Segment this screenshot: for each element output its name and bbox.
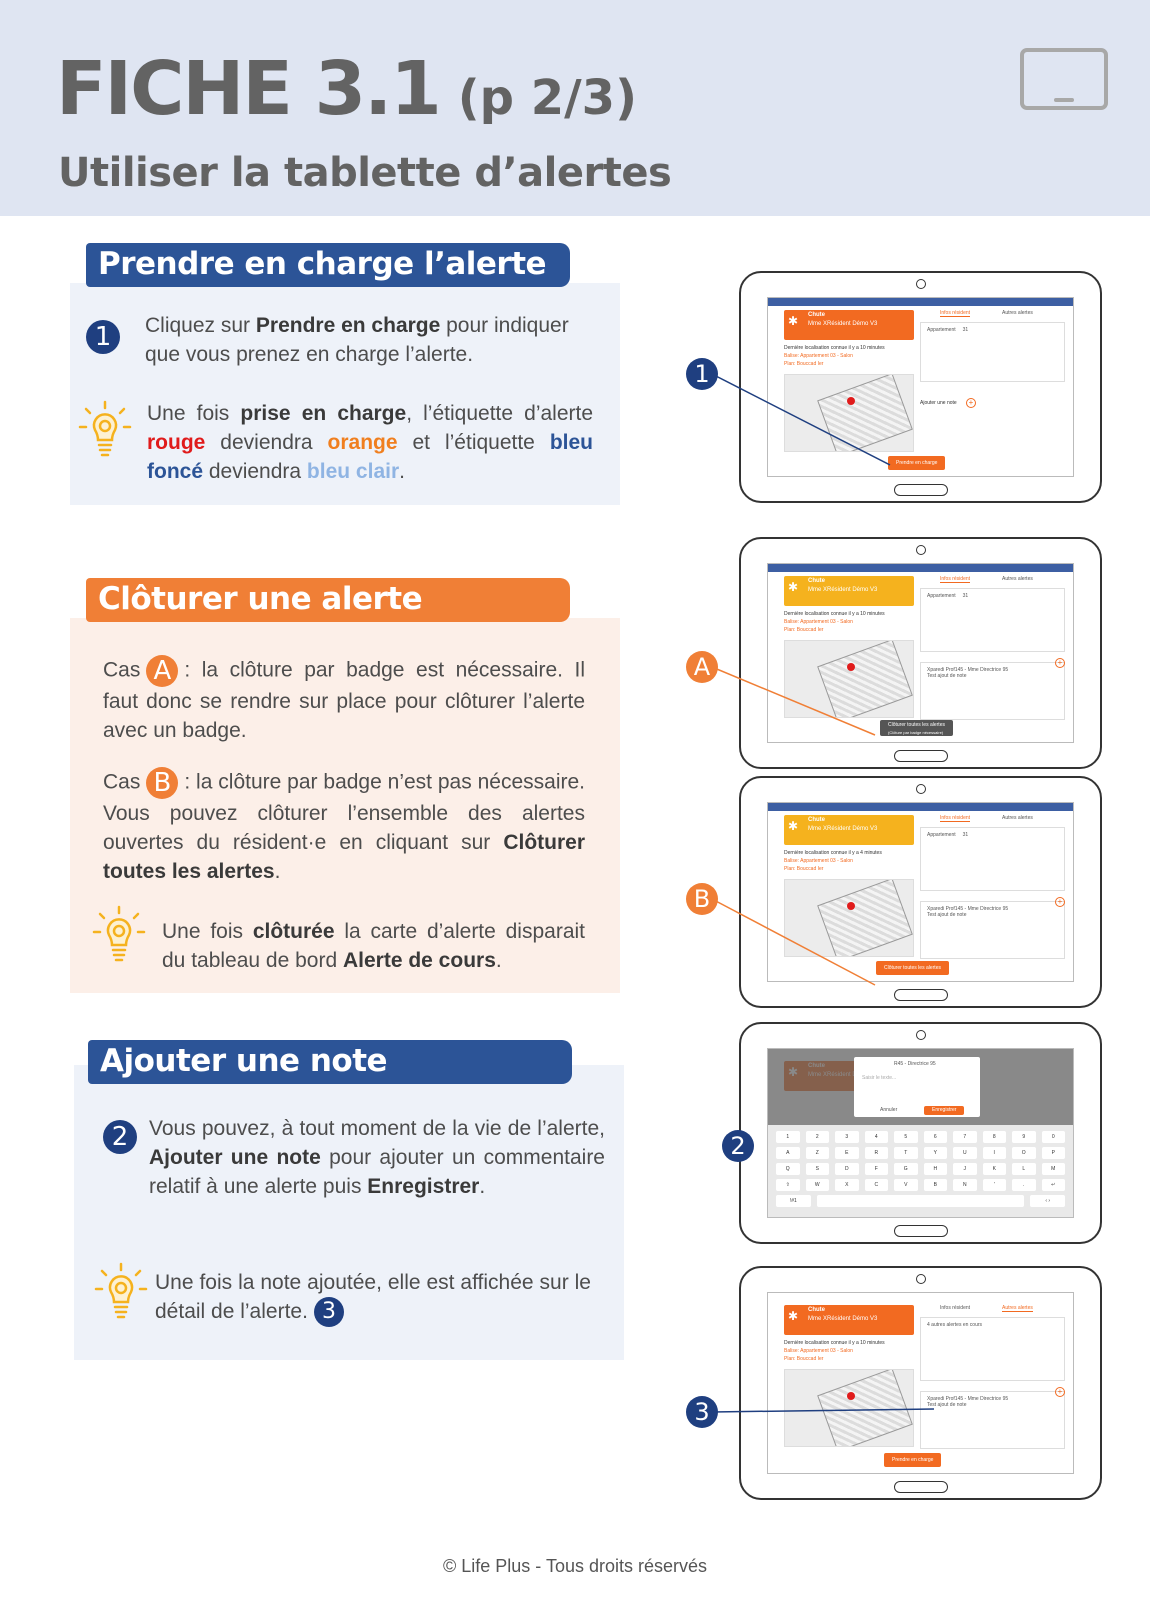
step-number-2: 2 (103, 1120, 137, 1154)
ref-badge-3: 3 (314, 1297, 344, 1327)
resident-tabs (920, 308, 1065, 318)
case-b-text: Cas B : la clôture par badge n’est pas nécessaire. Vous pouvez clôturer l’ensemble des alertes ouvertes du résident·e en cliquant sur Clôturer toutes les alertes. (103, 768, 585, 883)
dialog-title: R45 - Directrice 95 (894, 1061, 936, 1067)
floor-map (784, 1369, 914, 1447)
home-button (894, 1225, 948, 1237)
note-author: Xparedi Prof145 - Mme Directrice 95 (927, 906, 1009, 912)
tip-note: Une fois la note ajoutée, elle est affichée sur le détail de l’alerte. 3 (155, 1268, 591, 1327)
other-alerts-box: 4 autres alertes en cours (920, 1317, 1065, 1381)
camera-icon (916, 1030, 926, 1040)
card-resident: Mme XRésident Démo V3 (808, 826, 878, 832)
tab-infos-resident[interactable]: Infos résident (940, 576, 971, 582)
home-button (894, 1481, 948, 1493)
resident-panel (920, 574, 1065, 714)
notes-box (920, 662, 1065, 720)
home-button (894, 484, 948, 496)
tab-infos-resident[interactable]: Infos résident (940, 310, 971, 316)
location-label: Dernière localisation connue il y a 10 minutes (784, 611, 885, 617)
resident-tabs (920, 1303, 1065, 1313)
step-1-text: Cliquez sur Prendre en charge pour indiquer que vous prenez en charge l’alerte. (145, 314, 569, 366)
plan-label: Plan: Bouccad Ier (784, 361, 824, 367)
section-title-ajouter-note: Ajouter une note (88, 1040, 572, 1084)
note-text: Test ajout de note (927, 673, 967, 679)
fall-icon: ✱ (788, 1309, 799, 1323)
plan-label: Plan: Bouccad Ier (784, 1356, 824, 1362)
app-top-bar (768, 298, 1073, 306)
balise-label: Balise: Appartement 03 - Salon (784, 619, 853, 625)
note-author: Xparedi Prof145 - Mme Directrice 95 (927, 667, 1009, 673)
case-a-text: Cas A : la clôture par badge est nécessaire. Il faut donc se rendre sur place pour clôturer l’alerte avec un badge. (103, 656, 585, 742)
step-number-1: 1 (86, 320, 120, 354)
tab-autres-alertes[interactable]: Autres alertes (1002, 576, 1033, 582)
callout-b: B (686, 883, 718, 915)
header-band (0, 0, 1150, 216)
tablet-mockup-4 (739, 1022, 1102, 1244)
map-pin-icon (847, 663, 855, 671)
alert-card-red (784, 1305, 914, 1335)
add-note-icon[interactable]: + (966, 398, 976, 408)
note-text: Test ajout de note (927, 912, 967, 918)
balise-label: Balise: Appartement 03 - Salon (784, 353, 853, 359)
callout-3: 3 (686, 1396, 718, 1428)
location-info (784, 344, 914, 368)
map-pin-icon (847, 1392, 855, 1400)
tablet-screen-4 (767, 1048, 1074, 1218)
tablet-screen-5 (767, 1292, 1074, 1474)
map-pin-icon (847, 902, 855, 910)
fall-icon: ✱ (788, 580, 799, 594)
location-info (784, 1339, 914, 1363)
case-a-badge: A (146, 655, 178, 687)
tablet-mockup-1 (739, 271, 1102, 503)
tab-autres-alertes[interactable]: Autres alertes (1002, 310, 1033, 316)
alert-card-orange (784, 815, 914, 845)
page-title: FICHE 3.1 (p 2/3) (56, 46, 638, 132)
app-top-bar (768, 803, 1073, 811)
case-b-badge: B (146, 767, 178, 799)
add-note-dialog (854, 1057, 980, 1117)
cloturer-toutes-button-disabled[interactable]: Clôturer toutes les alertes (Clôture par badge nécessaire) (880, 720, 953, 736)
callout-2: 2 (722, 1130, 754, 1162)
lightbulb-tip-icon (94, 1262, 148, 1322)
note-textarea[interactable]: Saisir le texte... (862, 1075, 897, 1081)
tab-autres-alertes[interactable]: Autres alertes (1002, 1305, 1033, 1311)
resident-info-box: Appartement 31 (920, 322, 1065, 382)
floor-map (784, 879, 914, 957)
notes-box (920, 901, 1065, 959)
card-title: Chute (808, 817, 825, 823)
location-info (784, 610, 914, 634)
tablet-mockup-2 (739, 537, 1102, 769)
card-title: Chute (808, 1307, 825, 1313)
lightbulb-tip-icon (92, 905, 146, 965)
resident-info-box: Appartement 31 (920, 588, 1065, 652)
tablet-screen-2 (767, 563, 1074, 743)
fall-icon: ✱ (788, 314, 799, 328)
tablet-mockup-5 (739, 1266, 1102, 1500)
card-title: Chute (808, 578, 825, 584)
section-title-prendre-en-charge: Prendre en charge l’alerte (86, 243, 570, 287)
tablet-screen-1 (767, 297, 1074, 477)
section-title-cloturer: Clôturer une alerte (86, 578, 570, 622)
home-button (894, 750, 948, 762)
add-note-label[interactable]: Ajouter une note (920, 400, 957, 406)
tablet-screen-3 (767, 802, 1074, 982)
tablet-mockup-3 (739, 776, 1102, 1008)
balise-label: Balise: Appartement 03 - Salon (784, 858, 853, 864)
callout-1: 1 (686, 358, 718, 390)
resident-panel (920, 308, 1065, 448)
tab-infos-resident[interactable]: Infos résident (940, 1305, 971, 1311)
card-resident: Mme XRésident Démo V3 (808, 321, 878, 327)
location-label: Dernière localisation connue il y a 10 minutes (784, 1340, 885, 1346)
card-title: Chute (808, 312, 825, 318)
camera-icon (916, 545, 926, 555)
alert-card-orange (784, 576, 914, 606)
resident-tabs (920, 813, 1065, 823)
cancel-button[interactable]: Annuler (880, 1107, 898, 1113)
prendre-en-charge-button[interactable]: Prendre en charge (888, 456, 945, 470)
resident-panel (920, 813, 1065, 953)
add-note-icon[interactable]: + (1055, 897, 1065, 907)
resident-info-box: Appartement 31 (920, 827, 1065, 891)
notes-box (920, 1391, 1065, 1449)
resident-tabs (920, 574, 1065, 584)
add-note-icon[interactable]: + (1055, 1387, 1065, 1397)
tablet-icon (1020, 48, 1108, 110)
tip-cloture: Une fois clôturée la carte d’alerte disparait du tableau de bord Alerte de cours. (162, 920, 585, 972)
cloturer-toutes-button[interactable]: Clôturer toutes les alertes (876, 961, 949, 975)
location-info (784, 849, 914, 873)
save-button[interactable]: Enregistrer (924, 1106, 964, 1115)
camera-icon (916, 784, 926, 794)
callout-a: A (686, 651, 718, 683)
lightbulb-tip-icon (78, 400, 132, 460)
floor-map (784, 640, 914, 718)
note-text: Test ajout de note (927, 1402, 967, 1408)
fall-icon: ✱ (788, 819, 799, 833)
footer-copyright: © Life Plus - Tous droits réservés (442, 1556, 708, 1576)
resident-panel (920, 1303, 1065, 1443)
card-resident: Mme XRésident Démo V3 (808, 587, 878, 593)
camera-icon (916, 279, 926, 289)
home-button (894, 989, 948, 1001)
location-label: Dernière localisation connue il y a 4 minutes (784, 850, 882, 856)
card-resident: Mme XRésident Démo V3 (808, 1316, 878, 1322)
tab-infos-resident[interactable]: Infos résident (940, 815, 971, 821)
tip-prise-en-charge: Une fois prise en charge, l’étiquette d’alerte rouge deviendra orange et l’étiquette bleu foncé deviendra bleu clair. (147, 402, 594, 483)
map-pin-icon (847, 397, 855, 405)
plan-label: Plan: Bouccad Ier (784, 866, 824, 872)
camera-icon (916, 1274, 926, 1284)
floor-map (784, 374, 914, 452)
step-2-text: Vous pouvez, à tout moment de la vie de l’alerte, Ajouter une note pour ajouter un commentaire relatif à une alerte puis Enregistrer. (149, 1117, 605, 1198)
add-note-icon[interactable]: + (1055, 658, 1065, 668)
location-label: Dernière localisation connue il y a 10 minutes (784, 345, 885, 351)
prendre-en-charge-button[interactable]: Prendre en charge (884, 1453, 941, 1467)
note-author: Xparedi Prof145 - Mme Directrice 95 (927, 1396, 1009, 1402)
page-indicator: (p 2/3) (457, 70, 638, 126)
balise-label: Balise: Appartement 03 - Salon (784, 1348, 853, 1354)
app-top-bar (768, 564, 1073, 572)
onscreen-keyboard[interactable]: 1 2 3 4 5 6 7 8 9 0 A Z E R T Y U I O P Q S D F G H J K L M ⇧ W X C V B N ' . ↵ !#1 ‹ › (768, 1125, 1073, 1217)
alert-card-red (784, 310, 914, 340)
page-subtitle: Utiliser la tablette d’alertes (58, 150, 672, 196)
tab-autres-alertes[interactable]: Autres alertes (1002, 815, 1033, 821)
plan-label: Plan: Bouccad Ier (784, 627, 824, 633)
